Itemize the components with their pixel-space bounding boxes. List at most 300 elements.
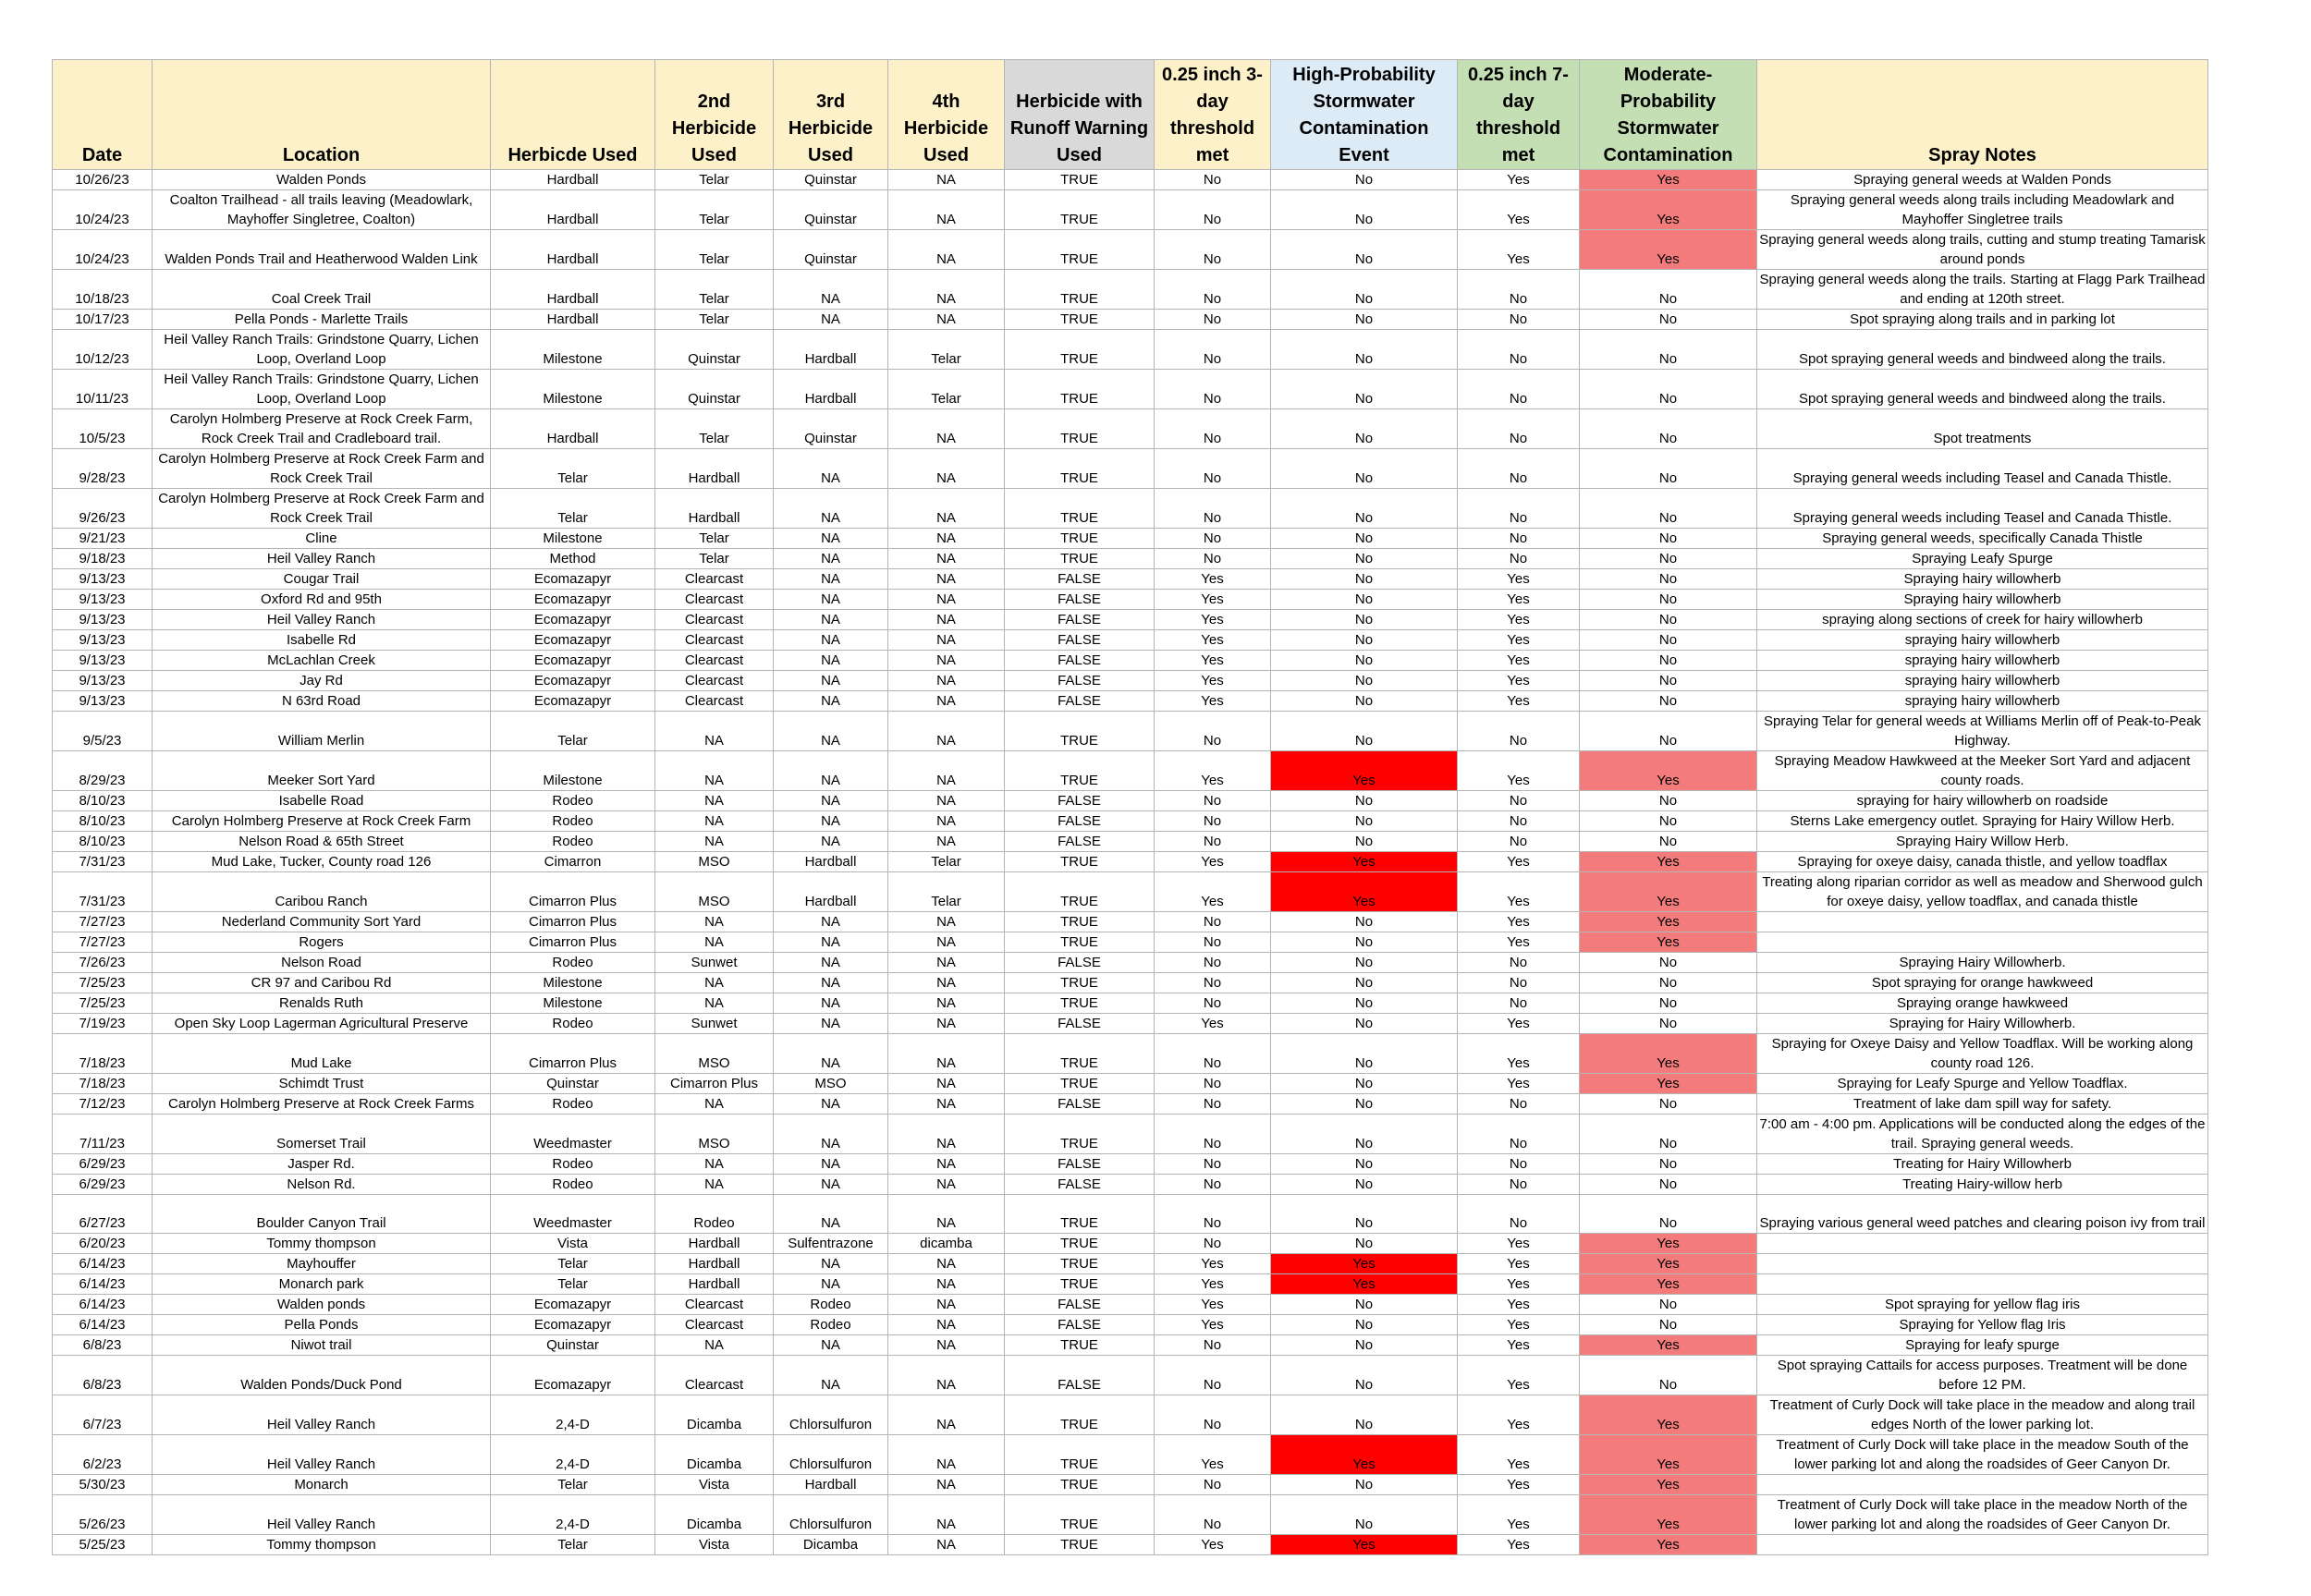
cell-three-day-threshold: Yes <box>1155 569 1271 590</box>
cell-spray-notes: Treatment of Curly Dock will take place in the meadow North of the lower parking lot and along the roadsides of Geer Canyon Dr. <box>1757 1495 2208 1535</box>
cell-seven-day-threshold: Yes <box>1458 170 1580 190</box>
cell-herbicide-3: NA <box>774 712 888 751</box>
cell-seven-day-threshold: Yes <box>1458 630 1580 651</box>
cell-herbicide-3: MSO <box>774 1074 888 1094</box>
cell-three-day-threshold: No <box>1155 712 1271 751</box>
cell-three-day-threshold: No <box>1155 832 1271 852</box>
cell-moderate-probability: Yes <box>1580 1074 1757 1094</box>
cell-herbicide-4: NA <box>888 791 1005 811</box>
cell-three-day-threshold: Yes <box>1155 1435 1271 1475</box>
cell-date: 7/11/23 <box>53 1115 153 1154</box>
table-row <box>53 872 2208 912</box>
cell-seven-day-threshold: No <box>1458 310 1580 330</box>
cell-location: Walden ponds <box>153 1295 491 1315</box>
cell-spray-notes: Spraying general weeds at Walden Ponds <box>1757 170 2208 190</box>
cell-seven-day-threshold: Yes <box>1458 1274 1580 1295</box>
cell-date: 7/18/23 <box>53 1074 153 1094</box>
cell-three-day-threshold: No <box>1155 330 1271 370</box>
cell-three-day-threshold: Yes <box>1155 1295 1271 1315</box>
cell-high-probability: Yes <box>1271 852 1458 872</box>
cell-moderate-probability: Yes <box>1580 751 1757 791</box>
cell-spray-notes: Spraying Hairy Willow Herb. <box>1757 832 2208 852</box>
header-high-probability: High-Probability Stormwater Contamination Event <box>1271 60 1458 170</box>
cell-moderate-probability: Yes <box>1580 1535 1757 1555</box>
cell-location: Boulder Canyon Trail <box>153 1195 491 1234</box>
cell-spray-notes: Treatment of lake dam spill way for safety. <box>1757 1094 2208 1115</box>
cell-date: 7/31/23 <box>53 852 153 872</box>
cell-three-day-threshold: Yes <box>1155 872 1271 912</box>
cell-seven-day-threshold: Yes <box>1458 1495 1580 1535</box>
cell-spray-notes: 7:00 am - 4:00 pm. Applications will be conducted along the edges of the trail. Spraying general weeds. <box>1757 1115 2208 1154</box>
cell-runoff-warning: FALSE <box>1005 610 1155 630</box>
cell-location: Renalds Ruth <box>153 993 491 1014</box>
table-row <box>53 1074 2208 1094</box>
cell-herbicide-3: Quinstar <box>774 170 888 190</box>
cell-runoff-warning: TRUE <box>1005 912 1155 932</box>
cell-moderate-probability: Yes <box>1580 230 1757 270</box>
cell-herbicide-4: NA <box>888 230 1005 270</box>
cell-herbicide-3: NA <box>774 569 888 590</box>
table-row <box>53 912 2208 932</box>
cell-location: Nelson Rd. <box>153 1175 491 1195</box>
cell-location: Schimdt Trust <box>153 1074 491 1094</box>
cell-date: 8/10/23 <box>53 832 153 852</box>
cell-moderate-probability: Yes <box>1580 1335 1757 1356</box>
cell-spray-notes: Spot spraying general weeds and bindweed along the trails. <box>1757 370 2208 409</box>
cell-date: 10/11/23 <box>53 370 153 409</box>
cell-spray-notes: spraying hairy willowherb <box>1757 630 2208 651</box>
cell-three-day-threshold: No <box>1155 549 1271 569</box>
cell-herbicide-2: Telar <box>655 270 774 310</box>
cell-spray-notes: Spraying general weeds along trails, cutting and stump treating Tamarisk around ponds <box>1757 230 2208 270</box>
cell-three-day-threshold: No <box>1155 912 1271 932</box>
cell-high-probability: No <box>1271 1395 1458 1435</box>
cell-runoff-warning: TRUE <box>1005 370 1155 409</box>
cell-herbicide: Ecomazapyr <box>491 651 655 671</box>
cell-moderate-probability: Yes <box>1580 1395 1757 1435</box>
cell-seven-day-threshold: Yes <box>1458 1535 1580 1555</box>
cell-high-probability: No <box>1271 811 1458 832</box>
cell-runoff-warning: TRUE <box>1005 1395 1155 1435</box>
cell-spray-notes: Spot spraying Cattails for access purposes. Treatment will be done before 12 PM. <box>1757 1356 2208 1395</box>
cell-herbicide: Cimarron Plus <box>491 872 655 912</box>
cell-high-probability: No <box>1271 549 1458 569</box>
cell-date: 7/31/23 <box>53 872 153 912</box>
table-row <box>53 1335 2208 1356</box>
table-row <box>53 691 2208 712</box>
table-row <box>53 1435 2208 1475</box>
cell-seven-day-threshold: No <box>1458 811 1580 832</box>
cell-moderate-probability: Yes <box>1580 1254 1757 1274</box>
cell-runoff-warning: FALSE <box>1005 1094 1155 1115</box>
table-row <box>53 671 2208 691</box>
cell-location: Heil Valley Ranch <box>153 1495 491 1535</box>
cell-spray-notes: Treatment of Curly Dock will take place in the meadow and along trail edges North of the lower parking lot. <box>1757 1395 2208 1435</box>
cell-date: 6/14/23 <box>53 1295 153 1315</box>
cell-herbicide: Rodeo <box>491 791 655 811</box>
cell-spray-notes: Spraying Telar for general weeds at Williams Merlin off of Peak-to-Peak Highway. <box>1757 712 2208 751</box>
cell-seven-day-threshold: Yes <box>1458 651 1580 671</box>
cell-location: Caribou Ranch <box>153 872 491 912</box>
cell-location: Tommy thompson <box>153 1535 491 1555</box>
cell-date: 6/20/23 <box>53 1234 153 1254</box>
cell-herbicide-2: Dicamba <box>655 1435 774 1475</box>
cell-herbicide-4: NA <box>888 671 1005 691</box>
cell-moderate-probability: Yes <box>1580 190 1757 230</box>
cell-spray-notes: Treating for Hairy Willowherb <box>1757 1154 2208 1175</box>
table-row <box>53 330 2208 370</box>
cell-herbicide-3: Rodeo <box>774 1315 888 1335</box>
cell-herbicide-3: NA <box>774 832 888 852</box>
cell-date: 7/26/23 <box>53 953 153 973</box>
cell-location: Walden Ponds Trail and Heatherwood Walden Link <box>153 230 491 270</box>
cell-herbicide-4: NA <box>888 449 1005 489</box>
cell-herbicide-3: NA <box>774 489 888 529</box>
cell-three-day-threshold: No <box>1155 953 1271 973</box>
cell-seven-day-threshold: Yes <box>1458 1254 1580 1274</box>
table-row <box>53 1034 2208 1074</box>
table-row <box>53 832 2208 852</box>
cell-herbicide-4: NA <box>888 489 1005 529</box>
cell-spray-notes: Spraying Leafy Spurge <box>1757 549 2208 569</box>
cell-herbicide: Telar <box>491 489 655 529</box>
cell-three-day-threshold: No <box>1155 230 1271 270</box>
cell-herbicide-4: NA <box>888 310 1005 330</box>
cell-herbicide-4: NA <box>888 170 1005 190</box>
cell-three-day-threshold: Yes <box>1155 651 1271 671</box>
cell-seven-day-threshold: Yes <box>1458 1034 1580 1074</box>
cell-herbicide-4: NA <box>888 1274 1005 1295</box>
cell-runoff-warning: TRUE <box>1005 1535 1155 1555</box>
cell-herbicide-2: Telar <box>655 529 774 549</box>
cell-herbicide: 2,4-D <box>491 1495 655 1535</box>
cell-location: Heil Valley Ranch Trails: Grindstone Quarry, Lichen Loop, Overland Loop <box>153 370 491 409</box>
cell-herbicide-3: NA <box>774 932 888 953</box>
cell-spray-notes: spraying hairy willowherb <box>1757 671 2208 691</box>
cell-seven-day-threshold: Yes <box>1458 1074 1580 1094</box>
cell-high-probability: No <box>1271 1475 1458 1495</box>
cell-herbicide: Ecomazapyr <box>491 590 655 610</box>
cell-herbicide-4: NA <box>888 549 1005 569</box>
cell-herbicide: Rodeo <box>491 1154 655 1175</box>
cell-seven-day-threshold: No <box>1458 1195 1580 1234</box>
cell-three-day-threshold: Yes <box>1155 1315 1271 1335</box>
cell-moderate-probability: Yes <box>1580 872 1757 912</box>
cell-runoff-warning: TRUE <box>1005 1495 1155 1535</box>
header-location: Location <box>153 60 491 170</box>
cell-herbicide-3: Quinstar <box>774 409 888 449</box>
cell-herbicide-2: NA <box>655 932 774 953</box>
table-row <box>53 1356 2208 1395</box>
cell-spray-notes <box>1757 1475 2208 1495</box>
cell-high-probability: Yes <box>1271 872 1458 912</box>
table-row <box>53 852 2208 872</box>
cell-location: William Merlin <box>153 712 491 751</box>
cell-herbicide: Hardball <box>491 170 655 190</box>
cell-herbicide: Ecomazapyr <box>491 569 655 590</box>
cell-three-day-threshold: No <box>1155 1395 1271 1435</box>
table-body <box>53 170 2208 1555</box>
cell-moderate-probability: No <box>1580 811 1757 832</box>
cell-herbicide-4: dicamba <box>888 1234 1005 1254</box>
cell-herbicide-2: NA <box>655 912 774 932</box>
cell-three-day-threshold: No <box>1155 811 1271 832</box>
cell-high-probability: Yes <box>1271 1435 1458 1475</box>
cell-spray-notes: spraying for hairy willowherb on roadside <box>1757 791 2208 811</box>
cell-spray-notes: Spraying for Oxeye Daisy and Yellow Toadflax. Will be working along county road 126. <box>1757 1034 2208 1074</box>
cell-three-day-threshold: No <box>1155 1175 1271 1195</box>
cell-high-probability: No <box>1271 1295 1458 1315</box>
cell-seven-day-threshold: Yes <box>1458 230 1580 270</box>
cell-runoff-warning: FALSE <box>1005 1014 1155 1034</box>
cell-seven-day-threshold: No <box>1458 489 1580 529</box>
cell-high-probability: No <box>1271 1175 1458 1195</box>
cell-date: 10/18/23 <box>53 270 153 310</box>
cell-location: Heil Valley Ranch <box>153 610 491 630</box>
cell-herbicide-3: Hardball <box>774 370 888 409</box>
table-row <box>53 1154 2208 1175</box>
cell-runoff-warning: TRUE <box>1005 1074 1155 1094</box>
cell-runoff-warning: FALSE <box>1005 630 1155 651</box>
cell-runoff-warning: TRUE <box>1005 1254 1155 1274</box>
cell-herbicide-4: NA <box>888 1094 1005 1115</box>
table-row <box>53 932 2208 953</box>
cell-date: 9/13/23 <box>53 630 153 651</box>
cell-seven-day-threshold: No <box>1458 953 1580 973</box>
cell-spray-notes: Treating Hairy-willow herb <box>1757 1175 2208 1195</box>
cell-three-day-threshold: Yes <box>1155 610 1271 630</box>
cell-runoff-warning: TRUE <box>1005 1115 1155 1154</box>
cell-high-probability: No <box>1271 1335 1458 1356</box>
cell-herbicide-4: NA <box>888 651 1005 671</box>
table-row <box>53 1014 2208 1034</box>
cell-seven-day-threshold: No <box>1458 270 1580 310</box>
cell-herbicide-3: NA <box>774 610 888 630</box>
cell-location: Coal Creek Trail <box>153 270 491 310</box>
cell-location: Carolyn Holmberg Preserve at Rock Creek Farm <box>153 811 491 832</box>
cell-high-probability: No <box>1271 370 1458 409</box>
cell-herbicide-4: NA <box>888 1014 1005 1034</box>
cell-spray-notes <box>1757 932 2208 953</box>
header-moderate-probability: Moderate-Probability Stormwater Contamination <box>1580 60 1757 170</box>
cell-herbicide: Hardball <box>491 270 655 310</box>
cell-herbicide: Cimarron Plus <box>491 912 655 932</box>
cell-herbicide-4: NA <box>888 1475 1005 1495</box>
cell-herbicide: Ecomazapyr <box>491 610 655 630</box>
cell-herbicide: Vista <box>491 1234 655 1254</box>
cell-herbicide-3: NA <box>774 751 888 791</box>
cell-herbicide: Telar <box>491 1274 655 1295</box>
cell-high-probability: No <box>1271 1234 1458 1254</box>
cell-location: Carolyn Holmberg Preserve at Rock Creek Farms <box>153 1094 491 1115</box>
cell-runoff-warning: TRUE <box>1005 1195 1155 1234</box>
cell-moderate-probability: No <box>1580 953 1757 973</box>
cell-herbicide: Telar <box>491 449 655 489</box>
cell-herbicide-2: Telar <box>655 170 774 190</box>
cell-runoff-warning: TRUE <box>1005 330 1155 370</box>
cell-date: 10/24/23 <box>53 230 153 270</box>
cell-seven-day-threshold: No <box>1458 1175 1580 1195</box>
cell-herbicide-4: Telar <box>888 872 1005 912</box>
cell-runoff-warning: FALSE <box>1005 569 1155 590</box>
cell-runoff-warning: TRUE <box>1005 1475 1155 1495</box>
table-row <box>53 811 2208 832</box>
cell-spray-notes: Spot treatments <box>1757 409 2208 449</box>
cell-runoff-warning: TRUE <box>1005 190 1155 230</box>
header-herbicide-used: Herbicde Used <box>491 60 655 170</box>
cell-herbicide-3: Chlorsulfuron <box>774 1395 888 1435</box>
table-row <box>53 370 2208 409</box>
cell-location: Coalton Trailhead - all trails leaving (Meadowlark, Mayhoffer Singletree, Coalton) <box>153 190 491 230</box>
cell-runoff-warning: TRUE <box>1005 270 1155 310</box>
cell-herbicide-4: NA <box>888 569 1005 590</box>
cell-moderate-probability: Yes <box>1580 1495 1757 1535</box>
table-row <box>53 1274 2208 1295</box>
cell-herbicide-2: Clearcast <box>655 569 774 590</box>
cell-moderate-probability: No <box>1580 691 1757 712</box>
table-row <box>53 630 2208 651</box>
cell-high-probability: No <box>1271 630 1458 651</box>
cell-location: CR 97 and Caribou Rd <box>153 973 491 993</box>
cell-herbicide-2: MSO <box>655 872 774 912</box>
cell-herbicide-3: Quinstar <box>774 230 888 270</box>
cell-location: Carolyn Holmberg Preserve at Rock Creek Farm and Rock Creek Trail <box>153 489 491 529</box>
cell-spray-notes: Spraying general weeds along the trails. Starting at Flagg Park Trailhead and ending at 120th street. <box>1757 270 2208 310</box>
table-row <box>53 712 2208 751</box>
cell-herbicide: Cimarron Plus <box>491 1034 655 1074</box>
cell-runoff-warning: FALSE <box>1005 832 1155 852</box>
cell-three-day-threshold: No <box>1155 170 1271 190</box>
cell-herbicide-3: NA <box>774 1195 888 1234</box>
cell-high-probability: No <box>1271 791 1458 811</box>
cell-three-day-threshold: No <box>1155 1115 1271 1154</box>
cell-three-day-threshold: No <box>1155 993 1271 1014</box>
cell-high-probability: No <box>1271 1495 1458 1535</box>
cell-high-probability: No <box>1271 170 1458 190</box>
cell-three-day-threshold: Yes <box>1155 1014 1271 1034</box>
cell-herbicide: Weedmaster <box>491 1115 655 1154</box>
cell-runoff-warning: FALSE <box>1005 811 1155 832</box>
cell-moderate-probability: No <box>1580 993 1757 1014</box>
cell-seven-day-threshold: Yes <box>1458 569 1580 590</box>
cell-herbicide-2: Rodeo <box>655 1195 774 1234</box>
cell-high-probability: No <box>1271 932 1458 953</box>
cell-moderate-probability: No <box>1580 973 1757 993</box>
cell-date: 9/13/23 <box>53 651 153 671</box>
cell-herbicide: Rodeo <box>491 1094 655 1115</box>
cell-herbicide-3: NA <box>774 529 888 549</box>
cell-high-probability: No <box>1271 953 1458 973</box>
cell-herbicide-2: MSO <box>655 1115 774 1154</box>
cell-moderate-probability: No <box>1580 1315 1757 1335</box>
cell-runoff-warning: TRUE <box>1005 449 1155 489</box>
cell-runoff-warning: TRUE <box>1005 409 1155 449</box>
header-3rd-herbicide: 3rd Herbicide Used <box>774 60 888 170</box>
cell-seven-day-threshold: No <box>1458 529 1580 549</box>
cell-herbicide-4: NA <box>888 832 1005 852</box>
cell-herbicide-2: Quinstar <box>655 370 774 409</box>
cell-location: Meeker Sort Yard <box>153 751 491 791</box>
header-date: Date <box>53 60 153 170</box>
cell-three-day-threshold: Yes <box>1155 1535 1271 1555</box>
cell-date: 9/13/23 <box>53 671 153 691</box>
cell-seven-day-threshold: No <box>1458 1115 1580 1154</box>
cell-location: Monarch <box>153 1475 491 1495</box>
cell-herbicide-3: NA <box>774 1014 888 1034</box>
cell-herbicide-2: NA <box>655 1175 774 1195</box>
cell-herbicide-4: NA <box>888 610 1005 630</box>
cell-herbicide: Hardball <box>491 190 655 230</box>
cell-date: 6/14/23 <box>53 1254 153 1274</box>
cell-seven-day-threshold: Yes <box>1458 1315 1580 1335</box>
cell-runoff-warning: FALSE <box>1005 671 1155 691</box>
cell-seven-day-threshold: No <box>1458 973 1580 993</box>
cell-location: Walden Ponds <box>153 170 491 190</box>
cell-three-day-threshold: No <box>1155 973 1271 993</box>
cell-moderate-probability: No <box>1580 569 1757 590</box>
cell-location: Niwot trail <box>153 1335 491 1356</box>
cell-herbicide-3: NA <box>774 1335 888 1356</box>
cell-runoff-warning: FALSE <box>1005 1154 1155 1175</box>
cell-herbicide-2: Quinstar <box>655 330 774 370</box>
cell-herbicide: Rodeo <box>491 811 655 832</box>
cell-runoff-warning: FALSE <box>1005 590 1155 610</box>
cell-location: Heil Valley Ranch <box>153 1395 491 1435</box>
cell-date: 9/13/23 <box>53 691 153 712</box>
cell-herbicide-4: NA <box>888 1254 1005 1274</box>
cell-herbicide-2: Telar <box>655 409 774 449</box>
cell-moderate-probability: Yes <box>1580 1435 1757 1475</box>
cell-herbicide-4: NA <box>888 409 1005 449</box>
cell-spray-notes <box>1757 1254 2208 1274</box>
cell-high-probability: No <box>1271 310 1458 330</box>
cell-spray-notes: Spot spraying along trails and in parking lot <box>1757 310 2208 330</box>
cell-moderate-probability: No <box>1580 1356 1757 1395</box>
cell-three-day-threshold: No <box>1155 932 1271 953</box>
cell-high-probability: No <box>1271 1356 1458 1395</box>
cell-location: Nelson Road <box>153 953 491 973</box>
cell-three-day-threshold: No <box>1155 1074 1271 1094</box>
cell-herbicide-2: Hardball <box>655 1254 774 1274</box>
cell-spray-notes: Spraying for Hairy Willowherb. <box>1757 1014 2208 1034</box>
cell-herbicide-4: NA <box>888 1395 1005 1435</box>
cell-location: Isabelle Road <box>153 791 491 811</box>
table-row <box>53 1495 2208 1535</box>
cell-three-day-threshold: Yes <box>1155 671 1271 691</box>
cell-high-probability: No <box>1271 610 1458 630</box>
cell-three-day-threshold: No <box>1155 1094 1271 1115</box>
cell-herbicide: Telar <box>491 1254 655 1274</box>
cell-herbicide-3: NA <box>774 1034 888 1074</box>
cell-high-probability: Yes <box>1271 1254 1458 1274</box>
cell-seven-day-threshold: No <box>1458 330 1580 370</box>
cell-herbicide-4: NA <box>888 1074 1005 1094</box>
cell-high-probability: No <box>1271 993 1458 1014</box>
cell-high-probability: No <box>1271 489 1458 529</box>
cell-three-day-threshold: No <box>1155 1335 1271 1356</box>
cell-herbicide: Ecomazapyr <box>491 1356 655 1395</box>
cell-herbicide-2: Clearcast <box>655 590 774 610</box>
cell-spray-notes: Treatment of Curly Dock will take place in the meadow South of the lower parking lot and along the roadsides of Geer Canyon Dr. <box>1757 1435 2208 1475</box>
cell-seven-day-threshold: Yes <box>1458 1395 1580 1435</box>
table-row <box>53 230 2208 270</box>
table-row <box>53 449 2208 489</box>
cell-herbicide-4: NA <box>888 529 1005 549</box>
cell-herbicide-2: Dicamba <box>655 1395 774 1435</box>
header-2nd-herbicide: 2nd Herbicide Used <box>655 60 774 170</box>
cell-three-day-threshold: No <box>1155 1034 1271 1074</box>
cell-three-day-threshold: No <box>1155 791 1271 811</box>
